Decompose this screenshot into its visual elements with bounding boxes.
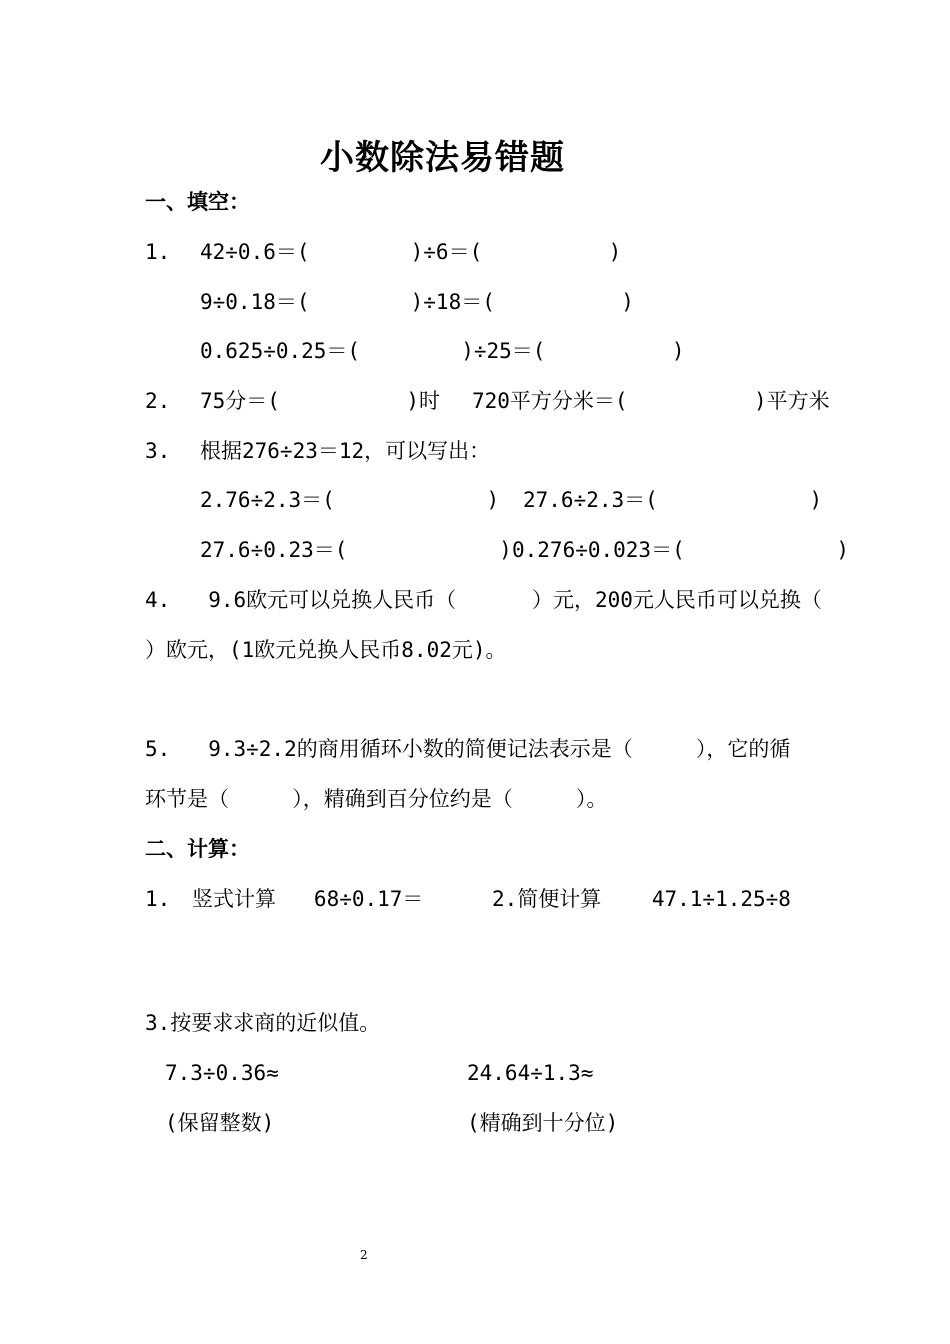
calc-1-number: 1.: [145, 887, 171, 911]
question-4-line-2: ）欧元，(1欧元兑换人民币8.02元)。: [145, 638, 507, 662]
question-2-number: 2.: [145, 389, 171, 413]
calc-3-item-a: 7.3÷0.36≈: [165, 1061, 279, 1085]
page-title: 小数除法易错题: [320, 138, 565, 178]
question-3-item-b: 27.6÷2.3＝( ): [523, 488, 823, 512]
calc-3-item-b-note: (精确到十分位): [467, 1111, 619, 1135]
question-1-line-3: 0.625÷0.25＝( )÷25＝( ): [200, 339, 685, 363]
calc-2-simplify: 2.简便计算 47.1÷1.25÷8: [492, 887, 791, 911]
question-5-line-1: 5. 9.3÷2.2的商用循环小数的简便记法表示是（ ），它的循: [145, 737, 791, 761]
question-1-line-2: 9÷0.18＝( )÷18＝( ): [200, 290, 634, 314]
question-3-item-d: 0.276÷0.023＝( ): [512, 538, 850, 562]
question-1-number: 1.: [145, 240, 171, 264]
question-2-left: 75分＝( )时: [200, 389, 441, 413]
calc-3-item-a-note: (保留整数): [165, 1111, 275, 1135]
calc-3-item-b: 24.64÷1.3≈: [467, 1061, 594, 1085]
question-2-right: 720平方分米＝( )平方米: [472, 389, 830, 413]
question-3-item-c: 27.6÷0.23＝( ): [200, 538, 512, 562]
section-heading-calculation: 二、计算：: [145, 837, 250, 861]
calc-1-vertical: 竖式计算 68÷0.17＝: [192, 887, 424, 911]
question-3-intro: 根据276÷23＝12，可以写出：: [200, 439, 491, 463]
question-5-line-2: 环节是（ ），精确到百分位约是（ ）。: [145, 787, 608, 811]
question-3-item-a: 2.76÷2.3＝( ): [200, 488, 500, 512]
question-1-line-1: 42÷0.6＝( )÷6＝( ): [200, 240, 622, 264]
page-number: 2: [360, 1248, 368, 1262]
question-3-number: 3.: [145, 439, 171, 463]
question-4-line-1: 4. 9.6欧元可以兑换人民币（ ）元，200元人民币可以兑换（: [145, 588, 822, 612]
calc-3-title: 3.按要求求商的近似值。: [145, 1011, 381, 1035]
section-heading-fill-blank: 一、填空：: [145, 190, 250, 214]
